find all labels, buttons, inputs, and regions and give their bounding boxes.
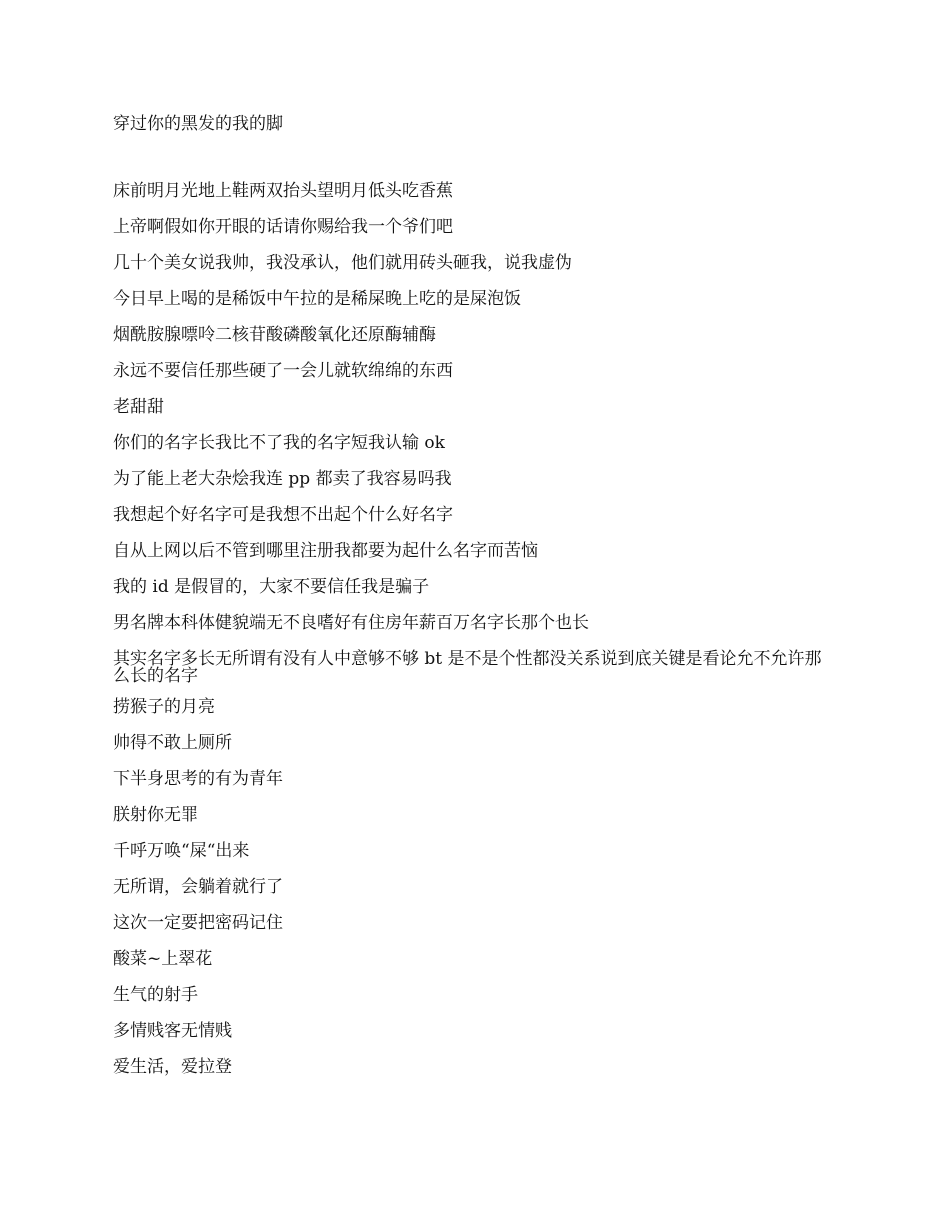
text-line: 烟酰胺腺嘌呤二核苷酸磷酸氧化还原酶辅酶 xyxy=(113,325,436,345)
text-line: 男名牌本科体健貌端无不良嗜好有住房年薪百万名字长那个也长 xyxy=(113,613,589,633)
text-line: 其实名字多长无所谓有没有人中意够不够 bt 是不是个性都没关系说到底关键是看论允不允许那么长的名字 xyxy=(113,649,822,686)
text-line: 今日早上喝的是稀饭中午拉的是稀屎晚上吃的是屎泡饭 xyxy=(113,289,521,309)
text-line: 几十个美女说我帅，我没承认，他们就用砖头砸我，说我虚伪 xyxy=(113,253,572,273)
document-title: 穿过你的黑发的我的脚 xyxy=(113,114,283,134)
text-line: 为了能上老大杂烩我连 pp 都卖了我容易吗我 xyxy=(113,469,452,489)
text-line: 多情贱客无情贱 xyxy=(113,1021,232,1041)
text-line-list xyxy=(113,183,833,1095)
text-line: 这次一定要把密码记住 xyxy=(113,913,283,933)
text-line: 床前明月光地上鞋两双抬头望明月低头吃香蕉 xyxy=(113,181,453,201)
text-line: 永远不要信任那些硬了一会儿就软绵绵的东西 xyxy=(113,361,453,381)
text-line: 自从上网以后不管到哪里注册我都要为起什么名字而苦恼 xyxy=(113,541,538,561)
text-line: 朕射你无罪 xyxy=(113,805,198,825)
text-line: 下半身思考的有为青年 xyxy=(113,769,283,789)
text-line: 你们的名字长我比不了我的名字短我认输 ok xyxy=(113,433,445,453)
text-line: 生气的射手 xyxy=(113,985,198,1005)
text-line: 老甜甜 xyxy=(113,397,164,417)
text-line: 千呼万唤“屎“出来 xyxy=(113,841,250,861)
text-line: 无所谓，会躺着就行了 xyxy=(113,877,283,897)
text-line: 我的 id 是假冒的，大家不要信任我是骗子 xyxy=(113,577,430,597)
text-line: 上帝啊假如你开眼的话请你赐给我一个爷们吧 xyxy=(113,217,453,237)
text-line: 帅得不敢上厕所 xyxy=(113,733,232,753)
text-line: 捞猴子的月亮 xyxy=(113,697,215,717)
text-line: 酸菜~上翠花 xyxy=(113,949,213,969)
text-line: 我想起个好名字可是我想不出起个什么好名字 xyxy=(113,505,453,525)
text-line: 爱生活，爱拉登 xyxy=(113,1057,232,1077)
